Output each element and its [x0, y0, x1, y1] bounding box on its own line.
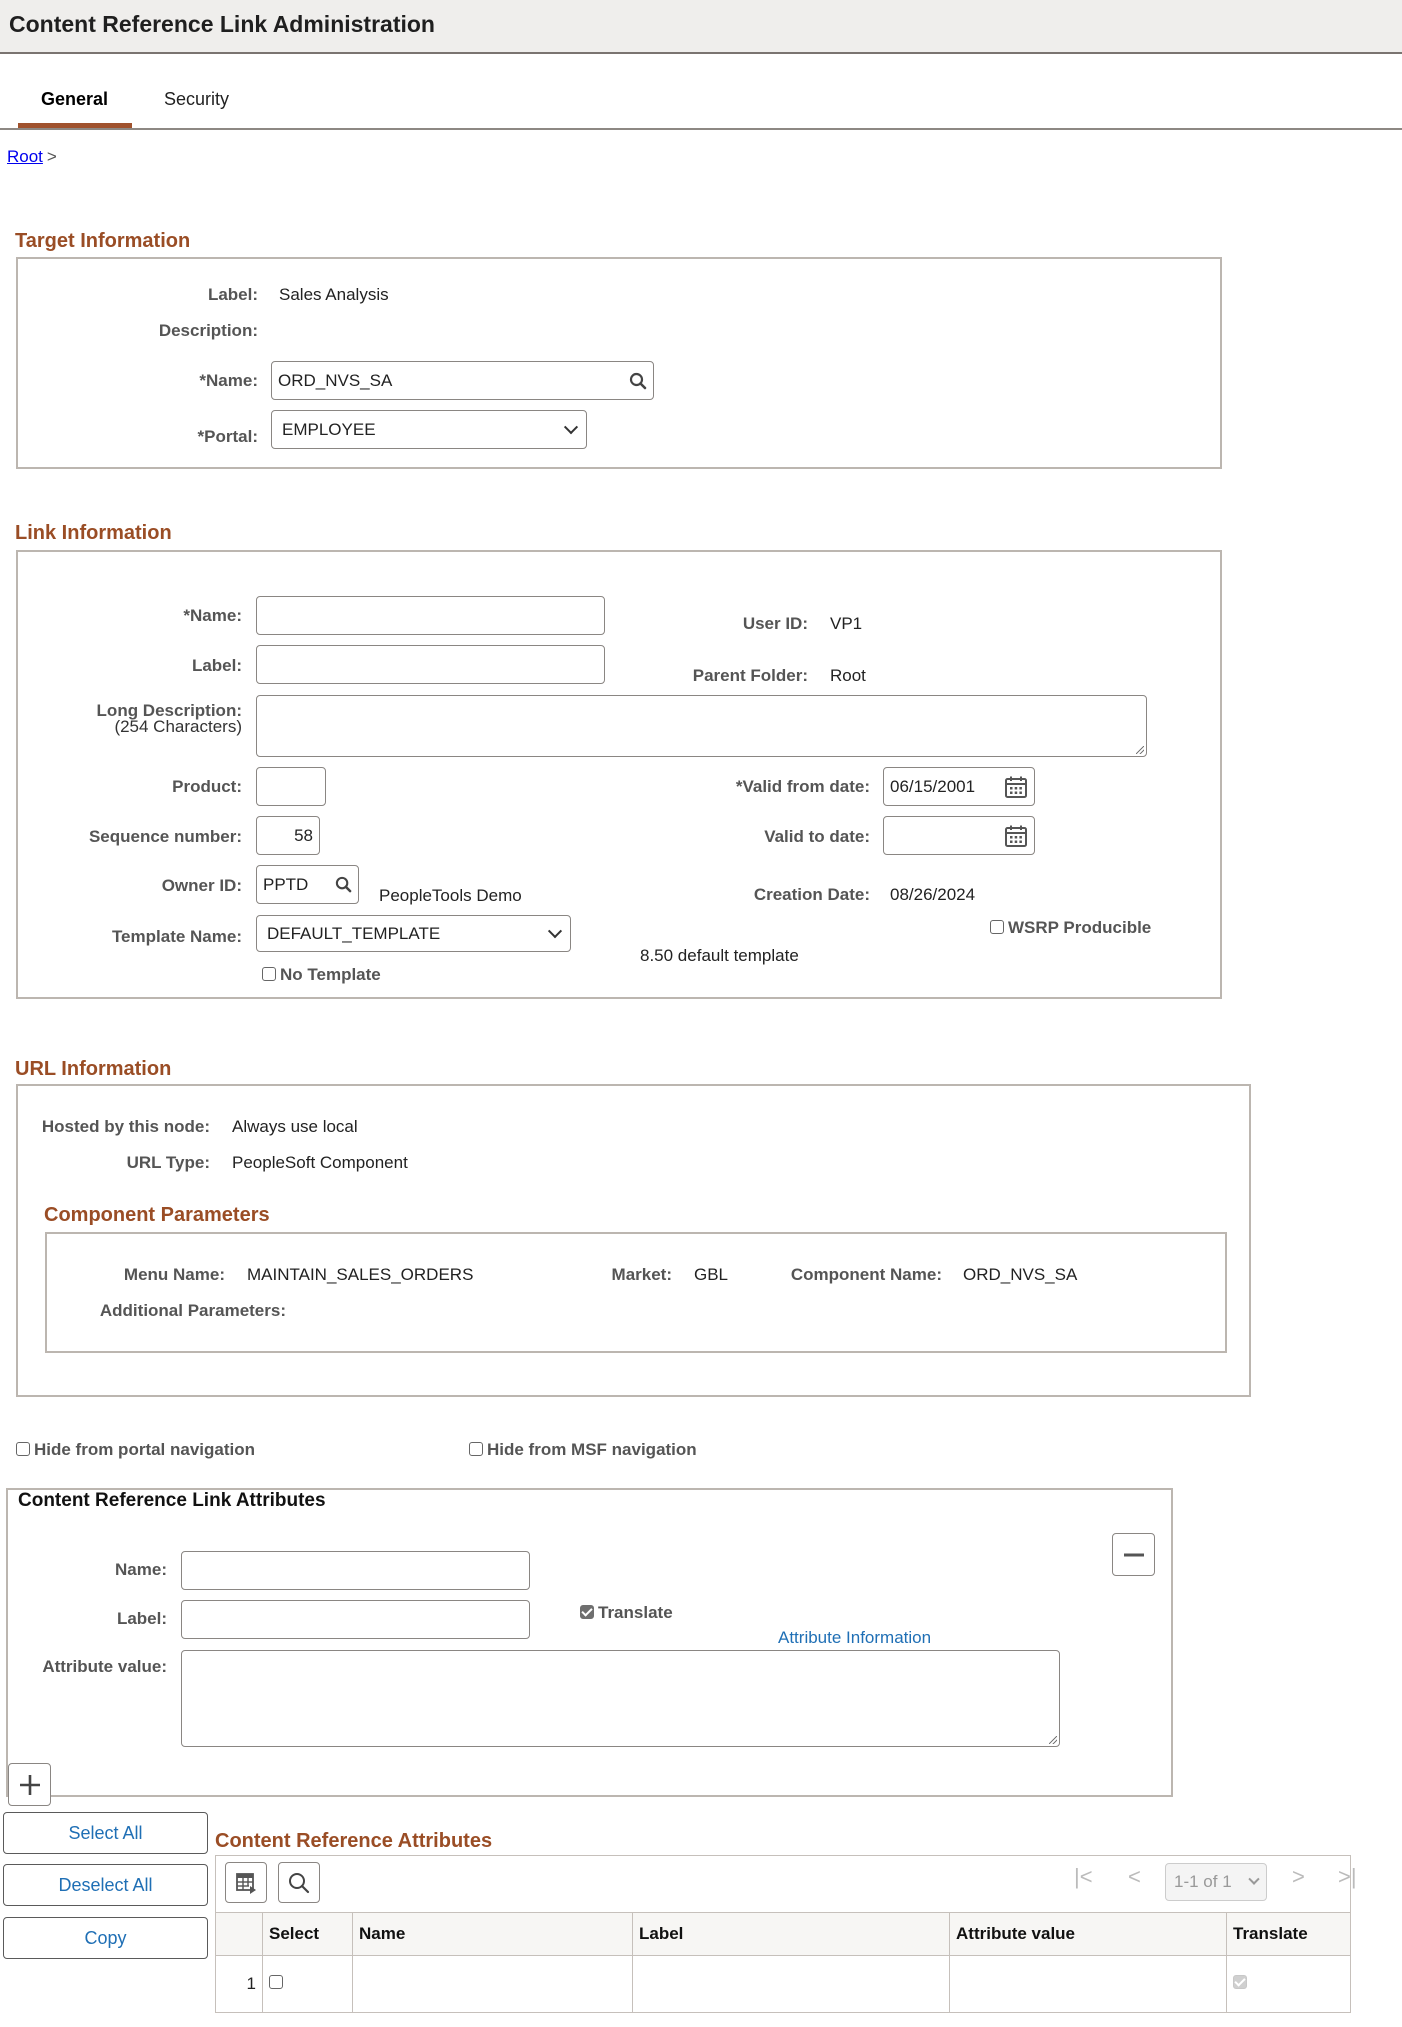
target-name-input[interactable]	[271, 361, 654, 400]
link-name-label: *Name:	[183, 606, 242, 625]
attr-name-label: Name:	[115, 1560, 167, 1579]
copy-button[interactable]: Copy	[3, 1917, 208, 1959]
target-label-value: Sales Analysis	[279, 285, 389, 304]
deselect-all-button[interactable]: Deselect All	[3, 1864, 208, 1906]
creation-date-value: 08/26/2024	[890, 885, 976, 904]
pager-text: 1-1 of 1	[1174, 1872, 1232, 1891]
row-label-cell	[633, 1956, 950, 2013]
long-description-label	[40, 703, 242, 735]
search-icon	[288, 1872, 310, 1894]
row-translate-cell	[1227, 1956, 1351, 2013]
table-header-row	[216, 1913, 1351, 1956]
long-description-label-text: Long Description:	[96, 701, 242, 720]
target-information-heading: Target Information	[15, 230, 191, 252]
personalize-grid-button[interactable]	[225, 1862, 267, 1903]
attr-label-input[interactable]	[181, 1600, 530, 1639]
target-name-label: *Name:	[199, 371, 258, 390]
minus-icon	[1122, 1543, 1146, 1567]
valid-to-date-input[interactable]	[883, 816, 1035, 855]
tab-divider	[0, 128, 1402, 130]
row-number: 1	[216, 1956, 263, 2013]
table-row	[216, 1956, 1351, 2013]
valid-to-date-label: Valid to date:	[764, 827, 870, 846]
component-name-label: Component Name:	[790, 1265, 942, 1284]
tab-general[interactable]: General	[41, 89, 109, 109]
url-type-label: URL Type:	[126, 1153, 210, 1172]
next-page-icon[interactable]: >	[1292, 1864, 1305, 1889]
menu-name-label: Menu Name:	[123, 1265, 225, 1284]
resize-grip-icon[interactable]	[1136, 746, 1144, 754]
link-attributes-frame	[6, 1488, 1173, 1797]
chevron-down-icon	[1248, 1874, 1259, 1885]
column-header-name: Name	[353, 1913, 633, 1956]
tab-security[interactable]: Security	[164, 89, 230, 109]
translate-label: Translate	[598, 1603, 673, 1622]
portal-select-value: EMPLOYEE	[282, 419, 376, 439]
valid-from-date-value: 06/15/2001	[890, 776, 976, 796]
wsrp-producible-checkbox[interactable]	[990, 920, 1004, 934]
portal-select[interactable]	[271, 410, 587, 449]
hide-msf-navigation-label: Hide from MSF navigation	[487, 1440, 697, 1459]
no-template-label: No Template	[280, 965, 381, 984]
resize-grip-icon[interactable]	[1049, 1736, 1057, 1744]
menu-name-value: MAINTAIN_SALES_ORDERS	[247, 1265, 474, 1284]
no-template-checkbox-row	[262, 965, 381, 985]
column-header-label: Label	[633, 1913, 950, 1956]
column-header-row-number	[216, 1913, 263, 1956]
owner-id-description: PeopleTools Demo	[379, 886, 522, 905]
creation-date-label: Creation Date:	[753, 885, 870, 904]
product-input[interactable]	[256, 767, 326, 806]
calendar-icon[interactable]	[1004, 824, 1028, 848]
attr-value-label: Attribute value:	[42, 1657, 167, 1676]
row-translate-checkbox	[1233, 1975, 1247, 1989]
url-information-heading: URL Information	[15, 1058, 172, 1080]
hide-portal-navigation-checkbox[interactable]	[16, 1442, 30, 1456]
grid-settings-icon	[235, 1872, 257, 1894]
market-value: GBL	[694, 1265, 729, 1284]
translate-checkbox[interactable]	[580, 1605, 594, 1619]
component-parameters-frame	[45, 1232, 1227, 1353]
hide-portal-navigation-row	[16, 1440, 255, 1460]
template-name-label: Template Name:	[111, 927, 242, 946]
calendar-icon[interactable]	[1004, 775, 1028, 799]
find-in-grid-button[interactable]	[278, 1862, 320, 1903]
wsrp-producible-label: WSRP Producible	[1008, 918, 1152, 937]
market-label: Market:	[611, 1265, 672, 1284]
target-description-label: Description:	[158, 321, 258, 340]
link-information-heading: Link Information	[15, 522, 172, 544]
add-row-button[interactable]	[8, 1763, 51, 1806]
template-name-select[interactable]	[256, 915, 571, 952]
template-description: 8.50 default template	[640, 946, 799, 965]
column-header-attribute-value: Attribute value	[950, 1913, 1227, 1956]
parent-folder-label: Parent Folder:	[692, 666, 808, 685]
chevron-down-icon	[548, 924, 562, 938]
target-name-value: ORD_NVS_SA	[278, 370, 393, 390]
row-select-cell	[263, 1956, 353, 2013]
row-attribute-value-cell	[950, 1956, 1227, 2013]
translate-checkbox-row	[580, 1603, 673, 1623]
sequence-number-label: Sequence number:	[88, 827, 242, 846]
no-template-checkbox[interactable]	[262, 967, 276, 981]
breadcrumb-root-link[interactable]: Root	[7, 147, 43, 166]
hosted-by-node-value: Always use local	[232, 1117, 358, 1136]
breadcrumb-separator: >	[46, 147, 57, 166]
plus-icon	[19, 1774, 41, 1796]
column-header-translate: Translate	[1227, 1913, 1351, 1956]
owner-id-label: Owner ID:	[161, 876, 242, 895]
component-name-value: ORD_NVS_SA	[963, 1265, 1078, 1284]
attr-name-input[interactable]	[181, 1551, 530, 1590]
row-select-checkbox[interactable]	[269, 1975, 283, 1989]
content-reference-attributes-table	[215, 1912, 1351, 2013]
user-id-value: VP1	[830, 614, 863, 633]
previous-page-icon[interactable]: <	[1128, 1864, 1141, 1889]
hide-msf-navigation-checkbox[interactable]	[469, 1442, 483, 1456]
additional-parameters-label: Additional Parameters:	[99, 1301, 286, 1320]
last-page-icon[interactable]: >|	[1338, 1864, 1357, 1889]
link-label-input[interactable]	[256, 645, 605, 684]
product-label: Product:	[172, 777, 242, 796]
url-type-value: PeopleSoft Component	[232, 1153, 408, 1172]
delete-row-button[interactable]	[1112, 1533, 1155, 1576]
column-header-select: Select	[263, 1913, 353, 1956]
chevron-down-icon	[564, 420, 578, 434]
target-portal-label: *Portal:	[197, 427, 258, 446]
attr-value-textarea[interactable]	[181, 1650, 1060, 1747]
row-name-cell	[353, 1956, 633, 2013]
sequence-number-value: 58	[294, 825, 313, 845]
target-label-label: Label:	[207, 285, 258, 304]
owner-id-value: PPTD	[263, 874, 309, 894]
long-description-textarea[interactable]	[256, 695, 1147, 757]
template-name-value: DEFAULT_TEMPLATE	[267, 923, 441, 943]
hosted-by-node-label: Hosted by this node:	[41, 1117, 210, 1136]
component-parameters-heading: Component Parameters	[44, 1204, 270, 1226]
hide-msf-navigation-row	[469, 1440, 697, 1460]
attribute-information-link[interactable]: Attribute Information	[778, 1628, 932, 1647]
hide-portal-navigation-label: Hide from portal navigation	[34, 1440, 256, 1459]
sequence-number-input[interactable]	[256, 816, 320, 855]
owner-id-input[interactable]	[256, 865, 359, 904]
breadcrumb	[7, 147, 57, 167]
valid-from-date-label: *Valid from date:	[735, 777, 870, 796]
first-page-icon[interactable]: |<	[1074, 1864, 1093, 1889]
parent-folder-value: Root	[830, 666, 866, 685]
content-reference-attributes-heading: Content Reference Attributes	[215, 1830, 493, 1852]
search-icon[interactable]	[629, 372, 647, 390]
long-description-char-limit: (254 Characters)	[114, 717, 242, 736]
link-label-label: Label:	[191, 656, 242, 675]
user-id-label: User ID:	[742, 614, 808, 633]
link-attributes-heading: Content Reference Link Attributes	[18, 1490, 326, 1511]
link-name-input[interactable]	[256, 596, 605, 635]
wsrp-producible-checkbox-row	[990, 918, 1151, 938]
page-title: Content Reference Link Administration	[9, 11, 435, 37]
attr-label-label: Label:	[116, 1609, 167, 1628]
pager-select[interactable]	[1165, 1863, 1267, 1901]
valid-from-date-input[interactable]	[883, 767, 1035, 806]
search-icon[interactable]	[335, 876, 352, 893]
select-all-button[interactable]: Select All	[3, 1812, 208, 1854]
